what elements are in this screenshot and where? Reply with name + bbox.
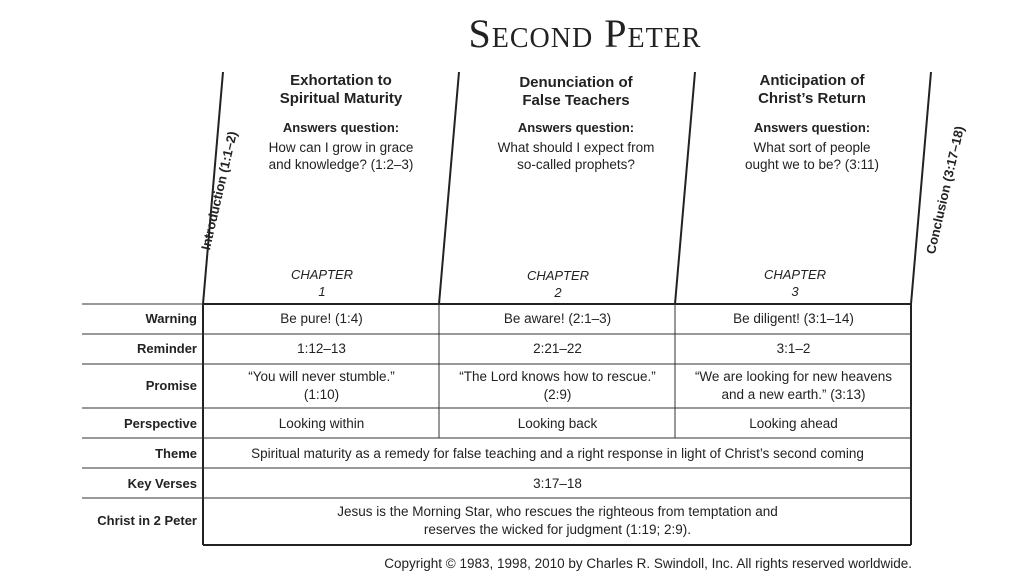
promise-cell-1 [204, 368, 439, 404]
promise-cell-2 [440, 368, 675, 404]
perspective-cell-2: Looking back [517, 416, 598, 431]
column-head-3 [702, 72, 922, 173]
theme-cell: Spiritual maturity as a remedy for false teaching and a right response in light of Christ’s second coming [251, 446, 864, 461]
reminder-cell-3: 3:1–2 [776, 341, 811, 356]
perspective-cell-3: Looking ahead [749, 416, 838, 431]
column-3-question-line1: What sort of people [753, 140, 871, 155]
column-1-title-line2: Spiritual Maturity [279, 90, 403, 107]
reminder-cell-1: 1:12–13 [297, 341, 346, 356]
column-1-answers-label: Answers question: [282, 120, 400, 135]
chapter-1-number: 1 [318, 284, 326, 299]
row-label-reminder: Reminder [137, 341, 197, 356]
row-label-key-verses: Key Verses [127, 476, 197, 491]
chapter-2-number: 2 [554, 285, 562, 300]
column-head-1 [231, 72, 451, 173]
page-title: Second Peter [468, 11, 702, 56]
chapter-3-label [735, 266, 855, 300]
reminder-cell-2: 2:21–22 [533, 341, 582, 356]
chapter-2-label [498, 267, 618, 301]
promise-1-line2: (1:10) [303, 387, 340, 402]
column-2-question-line1: What should I expect from [497, 140, 655, 155]
perspective-cell-1: Looking within [278, 416, 365, 431]
chapter-1-label [262, 266, 382, 300]
row-label-christ: Christ in 2 Peter [97, 513, 197, 528]
warning-cell-2: Be aware! (2:1–3) [503, 311, 612, 326]
row-label-theme: Theme [155, 446, 197, 461]
key-verses-cell: 3:17–18 [533, 476, 582, 491]
column-3-title-line2: Christ’s Return [758, 90, 866, 107]
christ-line1: Jesus is the Morning Star, who rescues the righteous from temptation and [337, 504, 778, 519]
chapter-2-word: CHAPTER [526, 268, 590, 283]
column-2-answers-label: Answers question: [517, 120, 635, 135]
column-2-title-line1: Denunciation of [519, 74, 633, 91]
row-label-promise: Promise [145, 378, 197, 393]
chapter-3-number: 3 [791, 284, 799, 299]
promise-cell-3 [676, 368, 911, 404]
column-1-question-line1: How can I grow in grace [268, 140, 414, 155]
introduction-label: Introduction (1:1–2) [198, 129, 240, 252]
copyright-text: Copyright © 1983, 1998, 2010 by Charles R. Swindoll, Inc. All rights reserved worldwide. [384, 556, 912, 571]
christ-line2: reserves the wicked for judgment (1:19; 2:9). [423, 522, 692, 537]
column-3-answers-label: Answers question: [753, 120, 871, 135]
column-2-question-line2: so-called prophets? [517, 157, 635, 172]
column-2-title-line2: False Teachers [522, 92, 630, 109]
chapter-1-word: CHAPTER [290, 267, 354, 282]
promise-3-line2: and a new earth.” (3:13) [721, 387, 866, 402]
row-label-warning: Warning [145, 311, 197, 326]
promise-2-line1: “The Lord knows how to rescue.” [459, 369, 656, 384]
column-1-title-line1: Exhortation to [290, 72, 392, 89]
column-3-title-line1: Anticipation of [759, 72, 865, 89]
copyright-notice [0, 556, 1024, 571]
promise-2-line2: (2:9) [543, 387, 572, 402]
column-3-question-line2: ought we to be? (3:11) [744, 157, 880, 172]
warning-cell-3: Be diligent! (3:1–14) [733, 311, 854, 326]
christ-cell [204, 503, 911, 539]
column-head-2 [466, 74, 686, 173]
warning-cell-1: Be pure! (1:4) [280, 311, 363, 326]
promise-3-line1: “We are looking for new heavens [694, 369, 893, 384]
conclusion-label: Conclusion (3:17–18) [923, 124, 968, 256]
column-1-question-line2: and knowledge? (1:2–3) [268, 157, 414, 172]
row-label-perspective: Perspective [124, 416, 197, 431]
chapter-3-word: CHAPTER [763, 267, 827, 282]
promise-1-line1: “You will never stumble.” [248, 369, 395, 384]
